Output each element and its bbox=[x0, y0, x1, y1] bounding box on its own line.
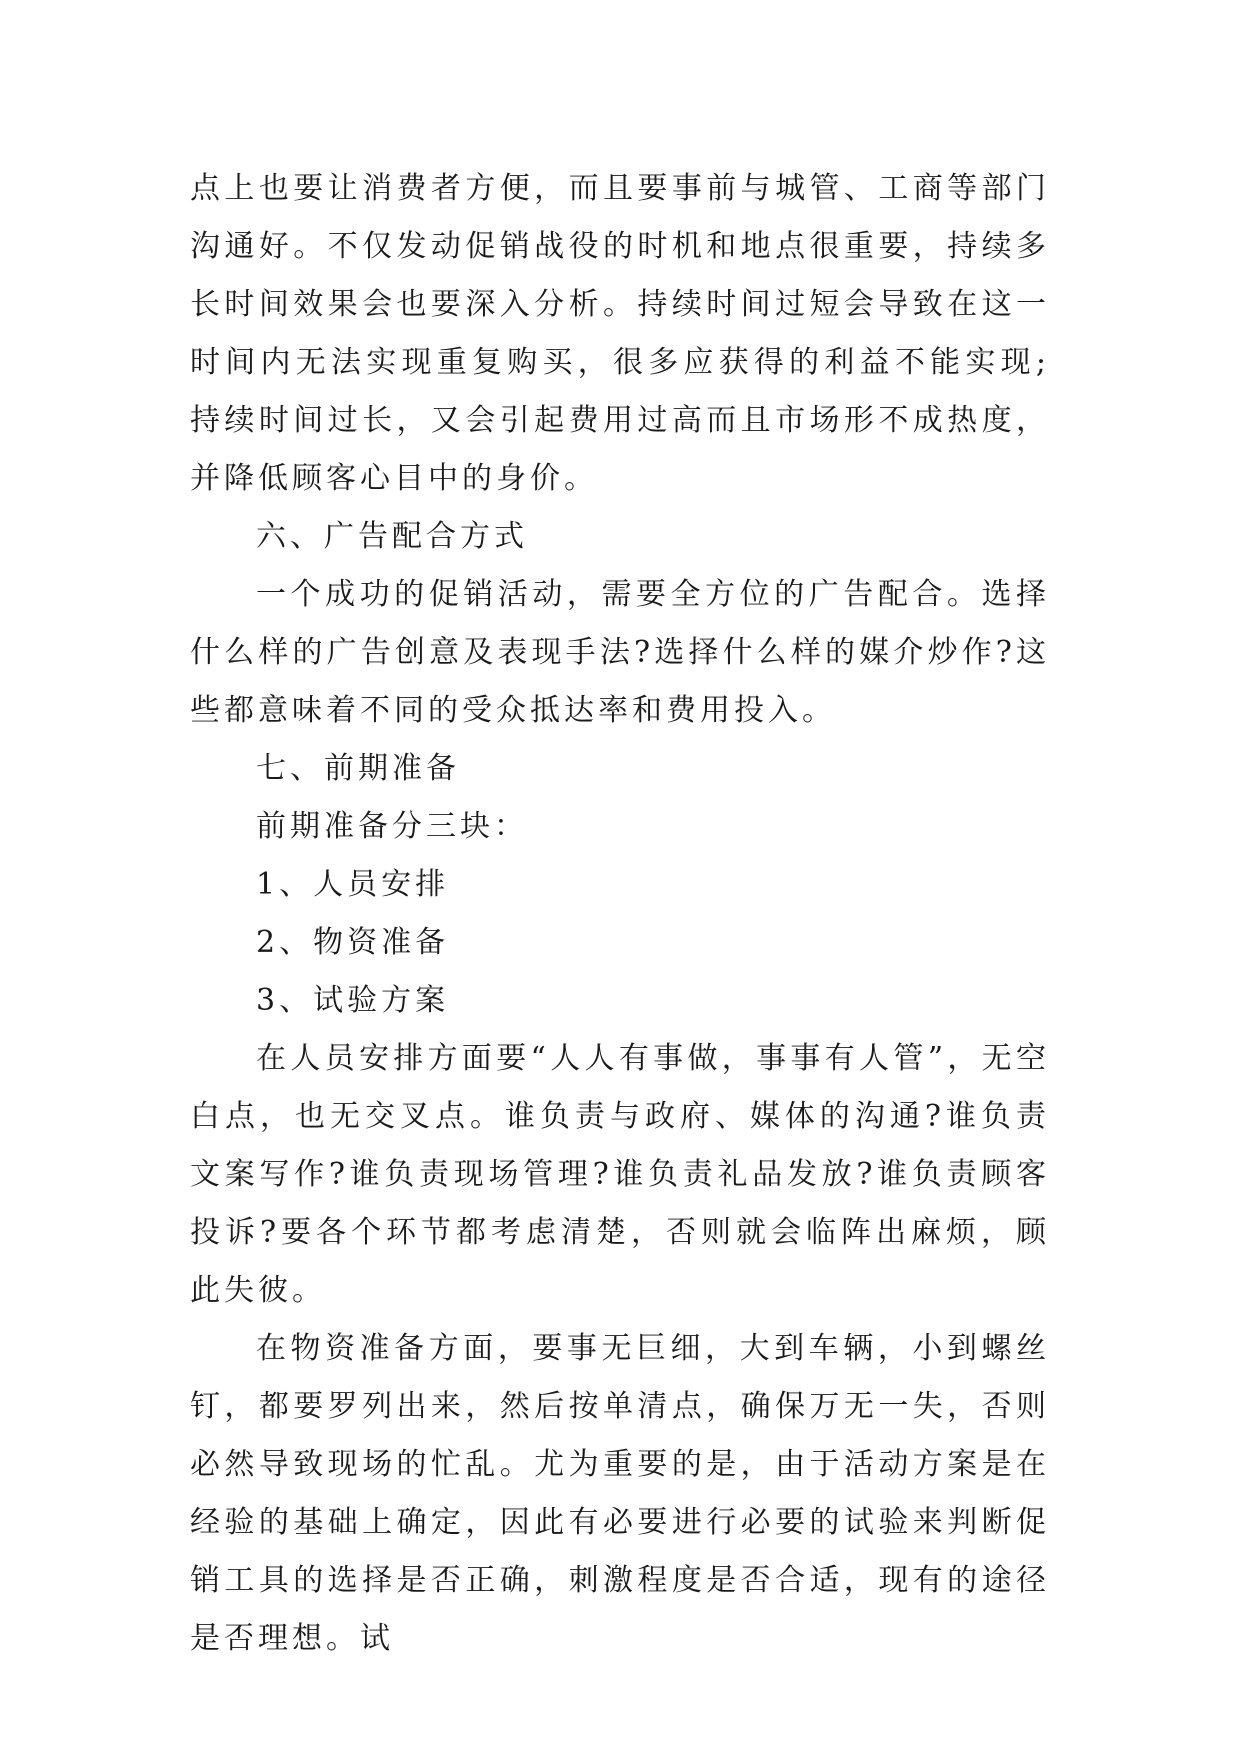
list-item-staffing: 1、人员安排 bbox=[256, 867, 450, 902]
document-body bbox=[190, 160, 1050, 1668]
paragraph-continued: 点上也要让消费者方便，而且要事前与城管、工商等部门沟通好。不仅发动促销战役的时机和地点很重要，持续多长时间效果会也要深入分析。持续时间过短会导致在这一时间内无法实现重复购买，很多应获得的利益不能实现;持续时间过长，又会引起费用过高而且市场形不成热度，并降低顾客心目中的身价。 bbox=[190, 171, 1050, 496]
section-heading-seven: 七、前期准备 bbox=[256, 751, 460, 786]
section-heading-six: 六、广告配合方式 bbox=[256, 519, 528, 554]
paragraph-advertising: 一个成功的促销活动，需要全方位的广告配合。选择什么样的广告创意及表现手法?选择什么样的媒介炒作?这些都意味着不同的受众抵达率和费用投入。 bbox=[190, 577, 1050, 728]
paragraph-preparation-intro: 前期准备分三块： bbox=[256, 809, 528, 844]
list-item-trial-plan: 3、试验方案 bbox=[256, 983, 450, 1018]
paragraph-staffing: 在人员安排方面要“人人有事做，事事有人管”，无空白点，也无交叉点。谁负责与政府、媒体的沟通?谁负责文案写作?谁负责现场管理?谁负责礼品发放?谁负责顾客投诉?要各个环节都考虑清楚，否则就会临阵出麻烦，顾此失彼。 bbox=[190, 1041, 1050, 1308]
list-item-materials: 2、物资准备 bbox=[256, 925, 450, 960]
paragraph-materials: 在物资准备方面，要事无巨细，大到车辆，小到螺丝钉，都要罗列出来，然后按单清点，确保万无一失，否则必然导致现场的忙乱。尤为重要的是，由于活动方案是在经验的基础上确定，因此有必要进行必要的试验来判断促销工具的选择是否正确，刺激程度是否合适，现有的途径是否理想。试 bbox=[190, 1331, 1050, 1656]
